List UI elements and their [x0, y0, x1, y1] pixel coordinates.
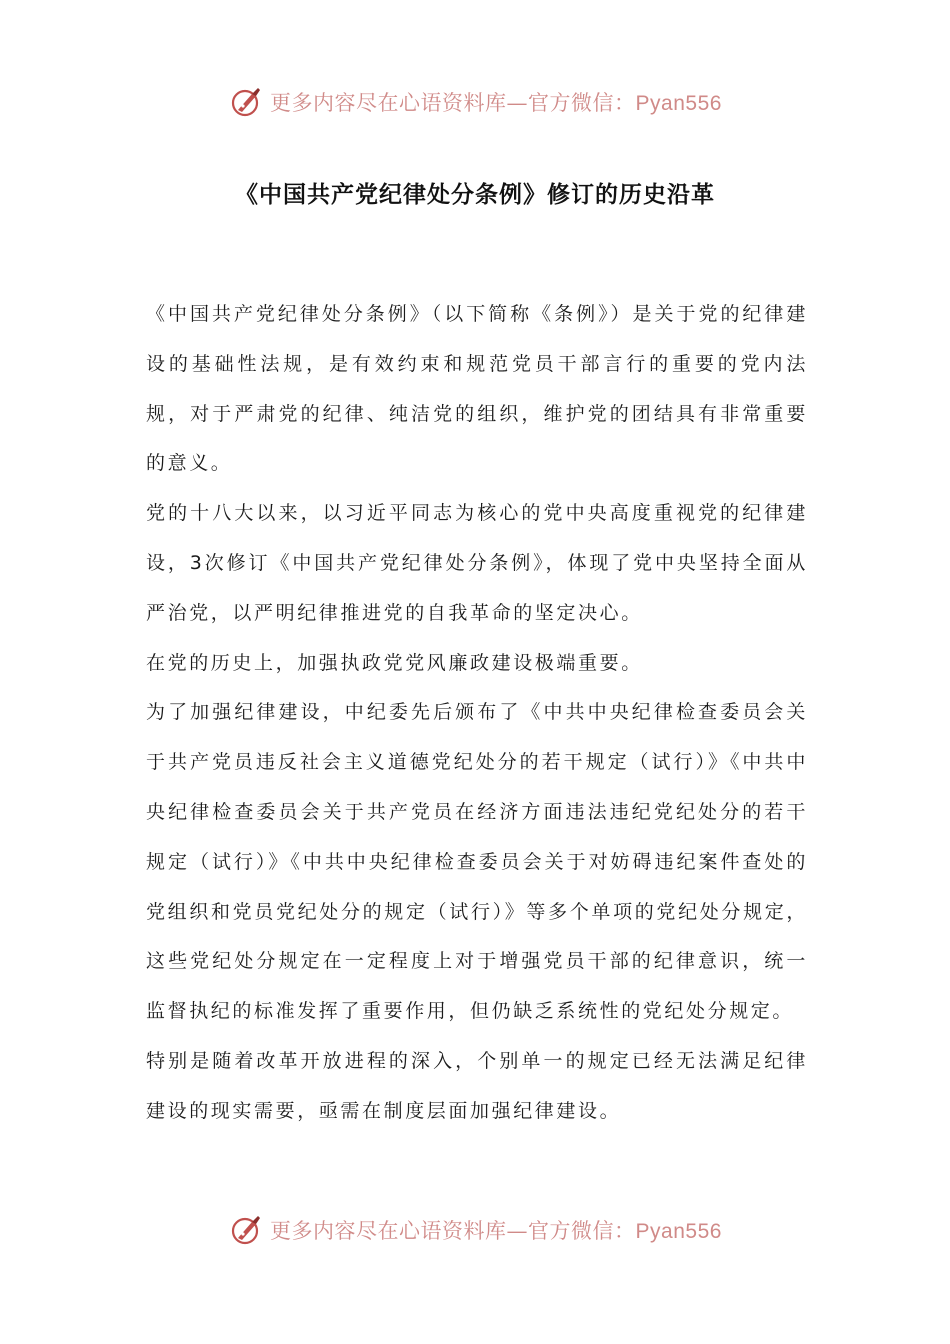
watermark-text: 更多内容尽在心语资料库—官方微信：Pyan556 — [270, 1219, 722, 1243]
paragraph: 党的十八大以来，以习近平同志为核心的党中央高度重视党的纪律建设，3次修订《中国共产党纪律处分条例》，体现了党中央坚持全面从严治党，以严明纪律推进党的自我革命的坚定决心。 — [146, 502, 808, 624]
watermark-wechat-handle: Pyan556 — [635, 92, 722, 115]
document-title: 《中国共产党纪律处分条例》修订的历史沿革 — [235, 182, 715, 208]
pen-nib-logo-icon — [228, 1212, 264, 1248]
pen-nib-logo-icon — [228, 84, 264, 120]
paragraph: 在党的历史上，加强执政党党风廉政建设极端重要。 — [146, 651, 643, 674]
paragraph: 特别是随着改革开放进程的深入，个别单一的规定已经无法满足纪律建设的现实需要，亟需在制度层面加强纪律建设。 — [146, 1049, 808, 1122]
watermark-wechat-handle: Pyan556 — [635, 1220, 722, 1243]
paragraph: 《中国共产党纪律处分条例》（以下简称《条例》）是关于党的纪律建设的基础性法规，是有效约束和规范党员干部言行的重要的党内法规，对于严肃党的纪律、纯洁党的组织，维护党的团结具有非常重要的意义。 — [146, 303, 808, 475]
header-watermark-banner — [0, 80, 950, 124]
paragraph: 为了加强纪律建设，中纪委先后颁布了《中共中央纪律检查委员会关于共产党员违反社会主义道德党纪处分的若干规定（试行）》《中共中央纪律检查委员会关于共产党员在经济方面违法违纪党纪处分的若干规定（试行）》《中共中央纪律检查委员会关于对妨碍违纪案件查处的党组织和党员党纪处分的规定（试行）》等多个单项的党纪处分规定，这些党纪处分规定在一定程度上对于增强党员干部的纪律意识，统一监督执纪的标准发挥了重要作用，但仍缺乏系统性的党纪处分规定。 — [146, 701, 808, 1023]
footer-watermark-banner — [0, 1208, 950, 1252]
watermark-text: 更多内容尽在心语资料库—官方微信：Pyan556 — [270, 91, 722, 115]
document-body — [146, 290, 808, 1137]
